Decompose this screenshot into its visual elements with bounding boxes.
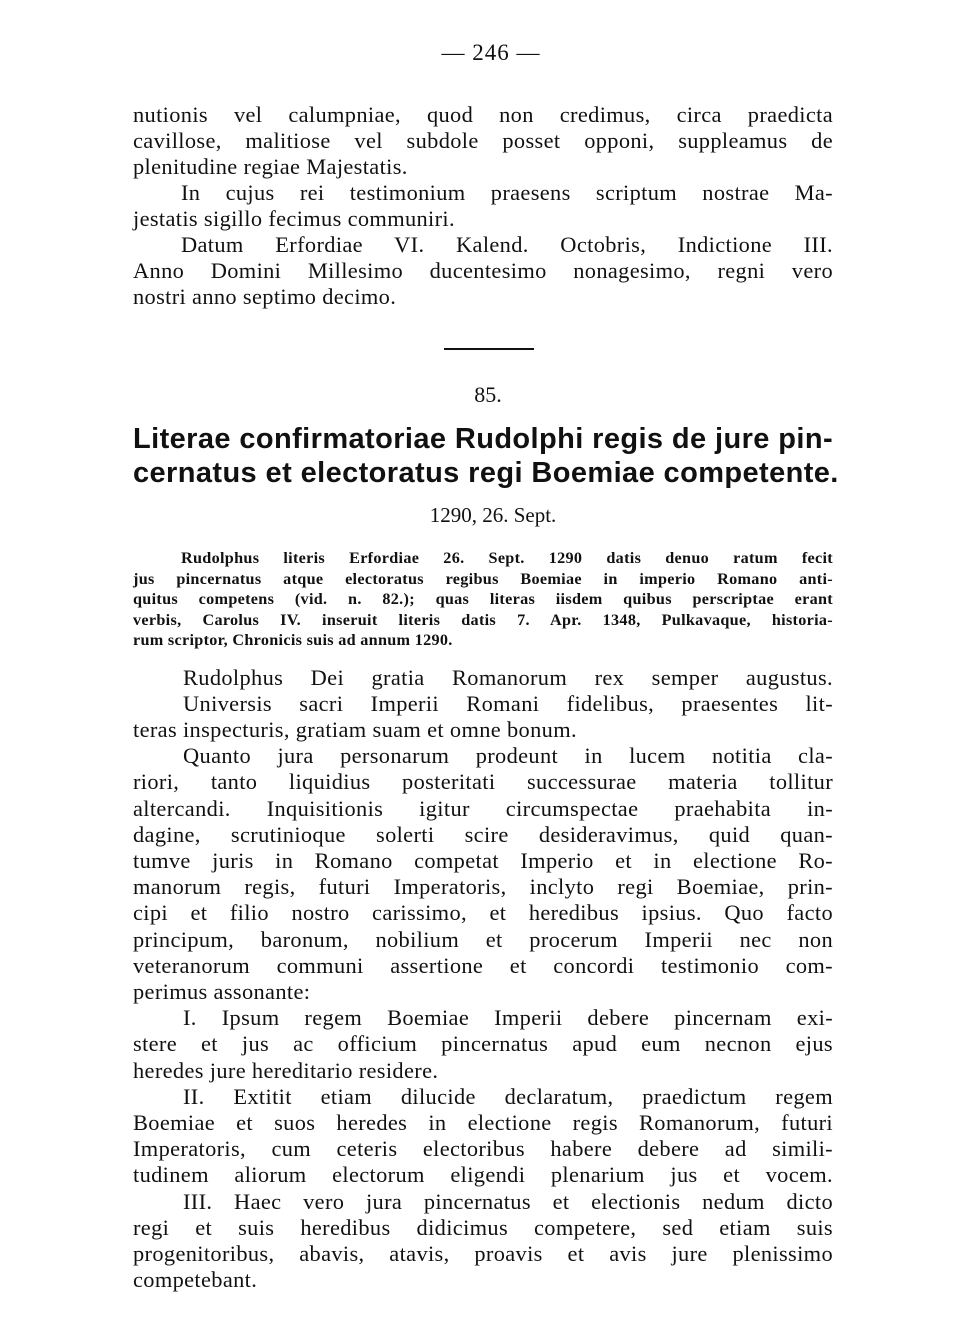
book-page [133,38,839,1293]
text-line: cipi et filio nostro carissimo, et heredibus ipsius. Quo facto [133,900,833,926]
text-line: dagine, scrutinioque solerti scire desideravimus, quid quan- [133,821,833,847]
text-line: regi et suis heredibus didicimus competere, sed etiam suis [133,1214,833,1240]
opening-paragraph [133,102,833,310]
text-line: plenitudine regiae Majestatis. [133,154,408,179]
text-line: jestatis sigillo fecimus communiri. [133,206,455,231]
section-divider [444,348,534,350]
charter-text [133,665,833,1294]
text-line: competebant. [133,1267,258,1293]
text-line: teras inspecturis, gratiam suam et omne bonum. [133,716,577,742]
text-line: In cujus rei testimonium praesens scriptum nostrae Ma- [181,180,833,205]
document-title-line: Literae confirmatoriae Rudolphi regis de jure pin- [133,423,833,455]
text-line: Boemiae et suos heredes in electione regis Romanorum, futuri [133,1109,833,1135]
text-line: veteranorum communi assertione et concordi testimonio com- [133,952,833,978]
text-line: Datum Erfordiae VI. Kalend. Octobris, Indictione III. [181,232,833,257]
document-title-line: cernatus et electoratus regi Boemiae competente. [133,457,839,489]
text-line: nostri anno septimo decimo. [133,284,397,309]
text-line: cavillose, malitiose vel subdole posset opponi, suppleamus de [133,128,833,153]
regest-line: rum scriptor, Chronicis suis ad annum 1290. [133,631,453,649]
regest-line: Rudolphus literis Erfordiae 26. Sept. 1290 datis denuo ratum fecit [181,549,833,567]
text-line: Imperatoris, cum ceteris electoribus habere debere ad simili- [133,1136,833,1162]
text-line: nutionis vel calumpniae, quod non credimus, circa praedicta [133,102,833,127]
text-line: perimus assonante: [133,978,311,1004]
text-line: stere et jus ac officium pincernatus apud eum necnon ejus [133,1031,833,1057]
document-number: 85. [474,382,502,407]
regest-summary [133,548,833,651]
text-line: heredes jure hereditario residere. [133,1057,439,1083]
text-line: progenitoribus, abavis, atavis, proavis et avis jure plenissimo [133,1240,833,1266]
text-line: I. Ipsum regem Boemiae Imperii debere pincernam exi- [183,1005,833,1031]
regest-line: quitus competens (vid. n. 82.); quas literas iisdem quibus perscriptae erant [133,590,833,608]
text-line: altercandi. Inquisitionis igitur circumspectae praehabita in- [133,795,833,821]
text-line: manorum regis, futuri Imperatoris, inclyto regi Boemiae, prin- [133,874,833,900]
text-line: II. Extitit etiam dilucide declaratum, praedictum regem [183,1083,833,1109]
text-line: riori, tanto liquidius posteritati successurae materia tollitur [133,769,833,795]
text-line: Quanto jura personarum prodeunt in lucem notitia cla- [183,743,833,769]
text-line: tudinem aliorum electorum eligendi plenarium jus et vocem. [133,1162,833,1188]
text-line: Anno Domini Millesimo ducentesimo nonagesimo, regni vero [133,258,833,283]
document-title [133,422,839,490]
text-line: III. Haec vero jura pincernatus et electionis nedum dicto [183,1188,833,1214]
text-line: Universis sacri Imperii Romani fidelibus, praesentes lit- [183,690,833,716]
page-number: — 246 — [441,40,541,65]
regest-line: verbis, Carolus IV. inseruit literis datis 7. Apr. 1348, Pulkavaque, historia- [133,610,833,629]
text-line: principum, baronum, nobilium et procerum Imperii nec non [133,926,833,952]
regest-line: jus pincernatus atque electoratus regibus Boemiae in imperio Romano anti- [133,569,833,588]
document-date: 1290, 26. Sept. [429,503,557,527]
text-line: Rudolphus Dei gratia Romanorum rex semper augustus. [183,664,833,690]
text-line: tumve juris in Romano competat Imperio et in electione Ro- [133,847,833,873]
